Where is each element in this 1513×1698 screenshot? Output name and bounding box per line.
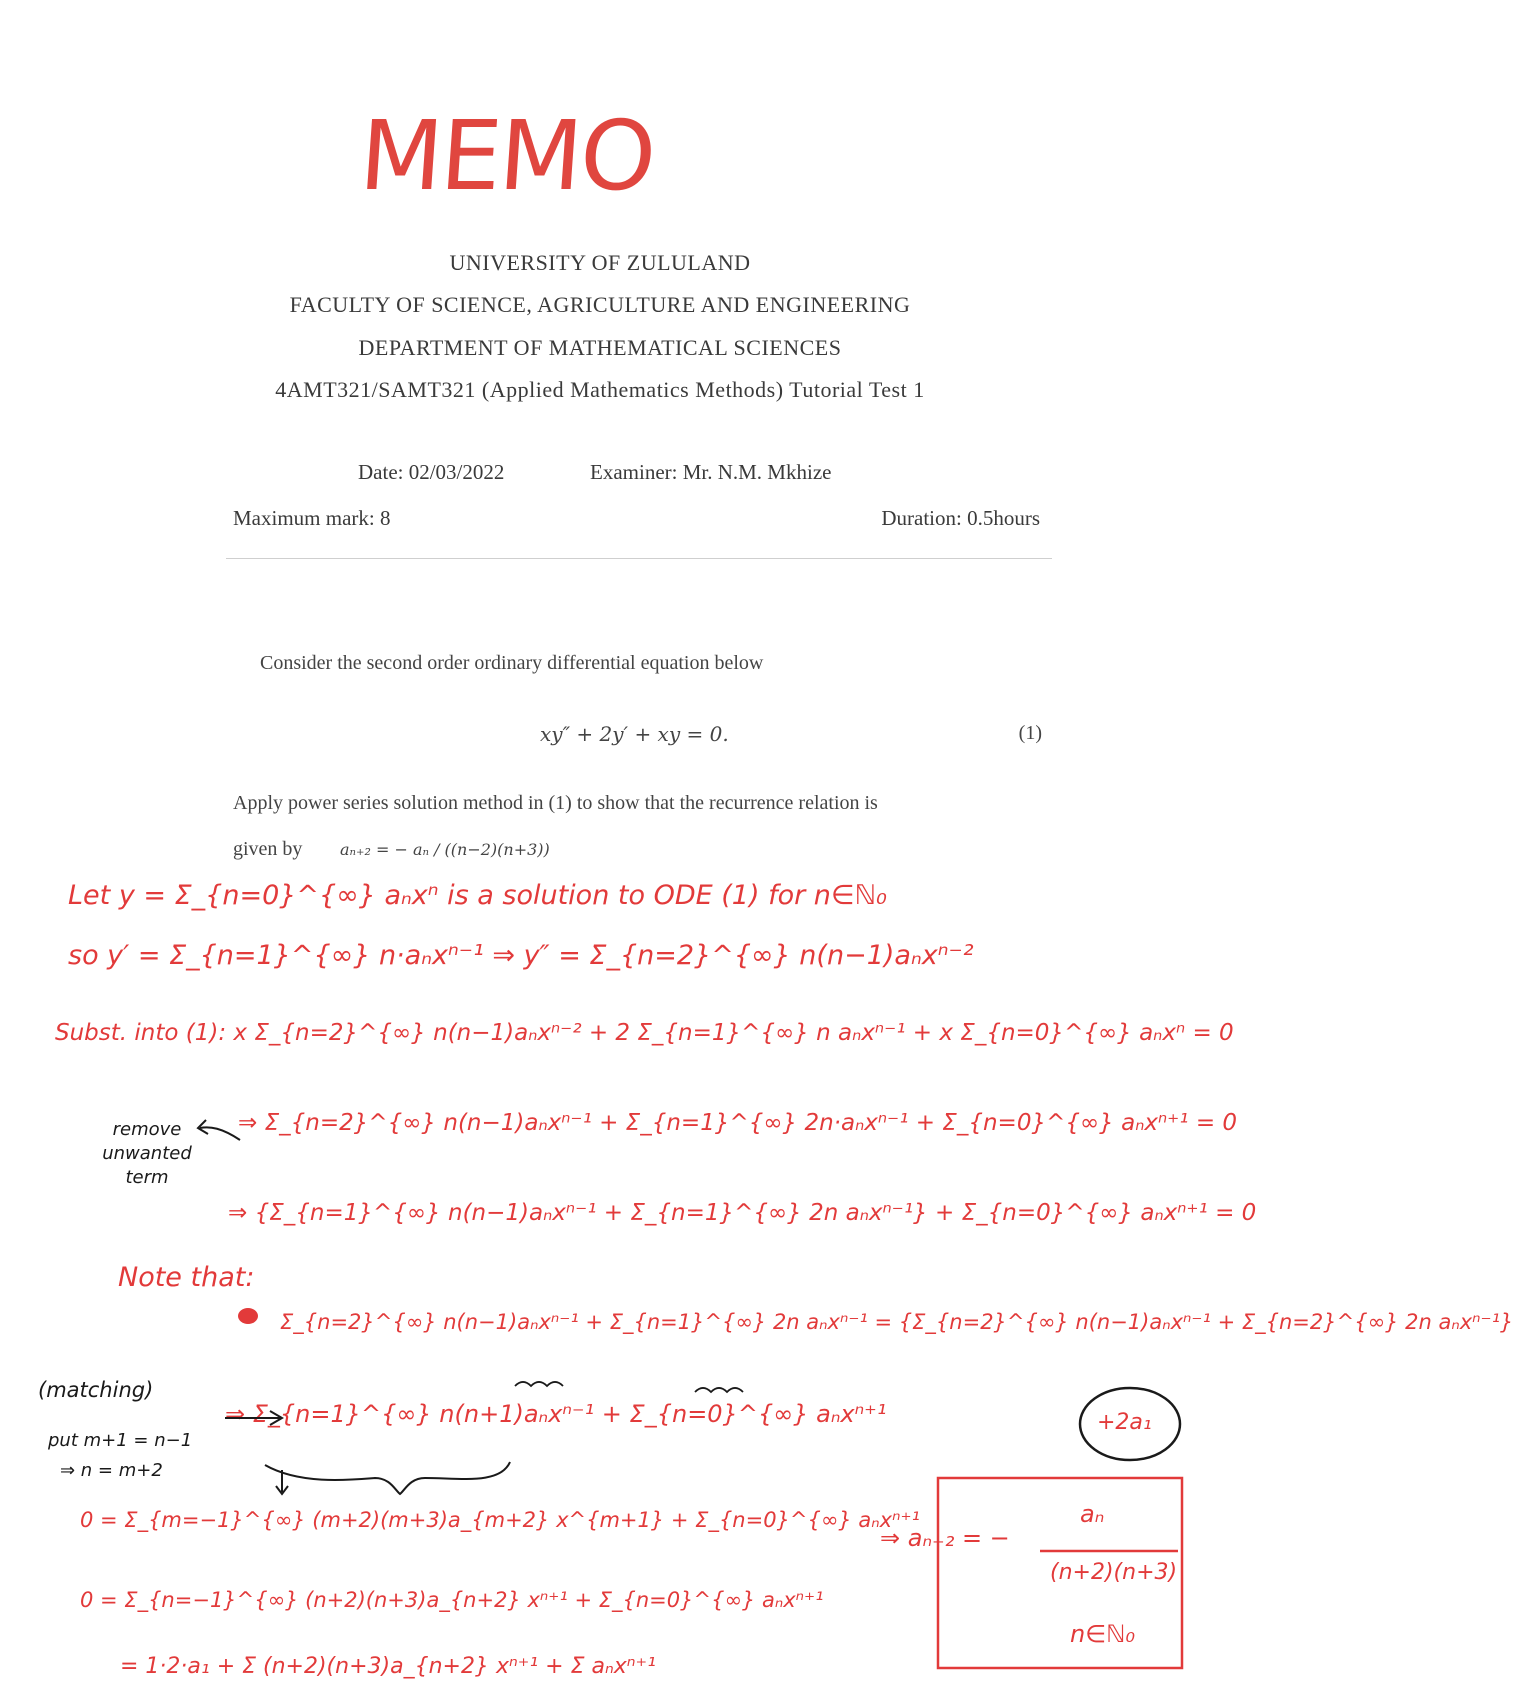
- hw-boxed-denominator: (n+2)(n+3): [1050, 1560, 1178, 1585]
- hw-line-step2: ⇒ {Σ_{n=1}^{∞} n(n−1)aₙxⁿ⁻¹ + Σ_{n=1}^{∞} 2n aₙxⁿ⁻¹} + Σ_{n=0}^{∞} aₙxⁿ⁺¹ = 0: [228, 1200, 1257, 1226]
- hw-note-remove: remove unwanted term: [102, 1119, 192, 1188]
- course-title: 4AMT321/SAMT321 (Applied Mathematics Methods) Tutorial Test 1: [275, 377, 925, 402]
- exam-date: Date: 02/03/2022: [358, 460, 505, 484]
- hw-line-shifted: ⇒ Σ_{n=1}^{∞} n(n+1)aₙxⁿ⁻¹ + Σ_{n=0}^{∞} aₙxⁿ⁺¹: [225, 1400, 887, 1428]
- squiggle-1: [515, 1382, 563, 1386]
- hw-circled-term: +2a₁: [1097, 1410, 1152, 1435]
- examiner: Examiner: Mr. N.M. Mkhize: [590, 460, 832, 484]
- memo-stamp: MEMO: [356, 100, 658, 212]
- hw-boxed-lhs: ⇒ aₙ₊₂ = −: [880, 1524, 1010, 1552]
- hw-note-that: Note that:: [118, 1262, 255, 1293]
- hw-matching: (matching): [38, 1378, 154, 1402]
- recurrence-relation: aₙ₊₂ = − aₙ / ((n−2)(n+3)): [340, 840, 550, 859]
- equation-number: (1): [1018, 722, 1042, 744]
- duration: Duration: 0.5hours: [881, 506, 1040, 530]
- question-intro: Consider the second order ordinary differential equation below: [260, 652, 764, 674]
- squiggle-2: [695, 1388, 743, 1392]
- under-brace: [265, 1462, 510, 1494]
- given-by-label: given by: [233, 838, 303, 860]
- hw-line-let: Let y = Σ_{n=0}^{∞} aₙxⁿ is a solution to ODE (1) for n∈ℕ₀: [68, 880, 887, 911]
- department-title: DEPARTMENT OF MATHEMATICAL SCIENCES: [358, 335, 842, 360]
- result-box: [938, 1478, 1182, 1668]
- hw-line-note: Σ_{n=2}^{∞} n(n−1)aₙxⁿ⁻¹ + Σ_{n=1}^{∞} 2n aₙxⁿ⁻¹ = {Σ_{n=2}^{∞} n(n−1)aₙxⁿ⁻¹ + Σ_{n=2}^{∞} 2n aₙxⁿ⁻¹}: [280, 1310, 1513, 1334]
- hw-line-step1: ⇒ Σ_{n=2}^{∞} n(n−1)aₙxⁿ⁻¹ + Σ_{n=1}^{∞} 2n·aₙxⁿ⁻¹ + Σ_{n=0}^{∞} aₙxⁿ⁺¹ = 0: [238, 1110, 1238, 1136]
- hw-put: put m+1 = n−1: [48, 1430, 193, 1451]
- faculty-title: FACULTY OF SCIENCE, AGRICULTURE AND ENGINEERING: [289, 292, 911, 317]
- hw-line-m-index: 0 = Σ_{m=−1}^{∞} (m+2)(m+3)a_{m+2} x^{m+1} + Σ_{n=0}^{∞} aₙxⁿ⁺¹: [80, 1508, 920, 1532]
- hw-line-expanded: = 1·2·a₁ + Σ (n+2)(n+3)a_{n+2} xⁿ⁺¹ + Σ aₙxⁿ⁺¹: [120, 1654, 656, 1679]
- circled-term-ring: [1080, 1388, 1180, 1460]
- hw-boxed-numerator: aₙ: [1080, 1500, 1105, 1528]
- question-instruction: Apply power series solution method in (1) to show that the recurrence relation is: [233, 792, 878, 814]
- hw-line-subst: Subst. into (1): x Σ_{n=2}^{∞} n(n−1)aₙxⁿ⁻² + 2 Σ_{n=1}^{∞} n aₙxⁿ⁻¹ + x Σ_{n=0}^{∞} aₙxⁿ = 0: [55, 1020, 1234, 1046]
- maximum-mark: Maximum mark: 8: [233, 506, 391, 530]
- note-bullet: [238, 1308, 258, 1324]
- hw-n-equals: ⇒ n = m+2: [60, 1460, 163, 1481]
- hw-line-n-index: 0 = Σ_{n=−1}^{∞} (n+2)(n+3)a_{n+2} xⁿ⁺¹ + Σ_{n=0}^{∞} aₙxⁿ⁺¹: [80, 1588, 824, 1612]
- hw-boxed-condition: n∈ℕ₀: [1070, 1620, 1135, 1648]
- ode-equation: xy″ + 2y′ + xy = 0.: [540, 722, 729, 746]
- hw-line-derivatives: so y′ = Σ_{n=1}^{∞} n·aₙxⁿ⁻¹ ⇒ y″ = Σ_{n=2}^{∞} n(n−1)aₙxⁿ⁻²: [68, 940, 974, 971]
- university-title: UNIVERSITY OF ZULULAND: [449, 250, 751, 275]
